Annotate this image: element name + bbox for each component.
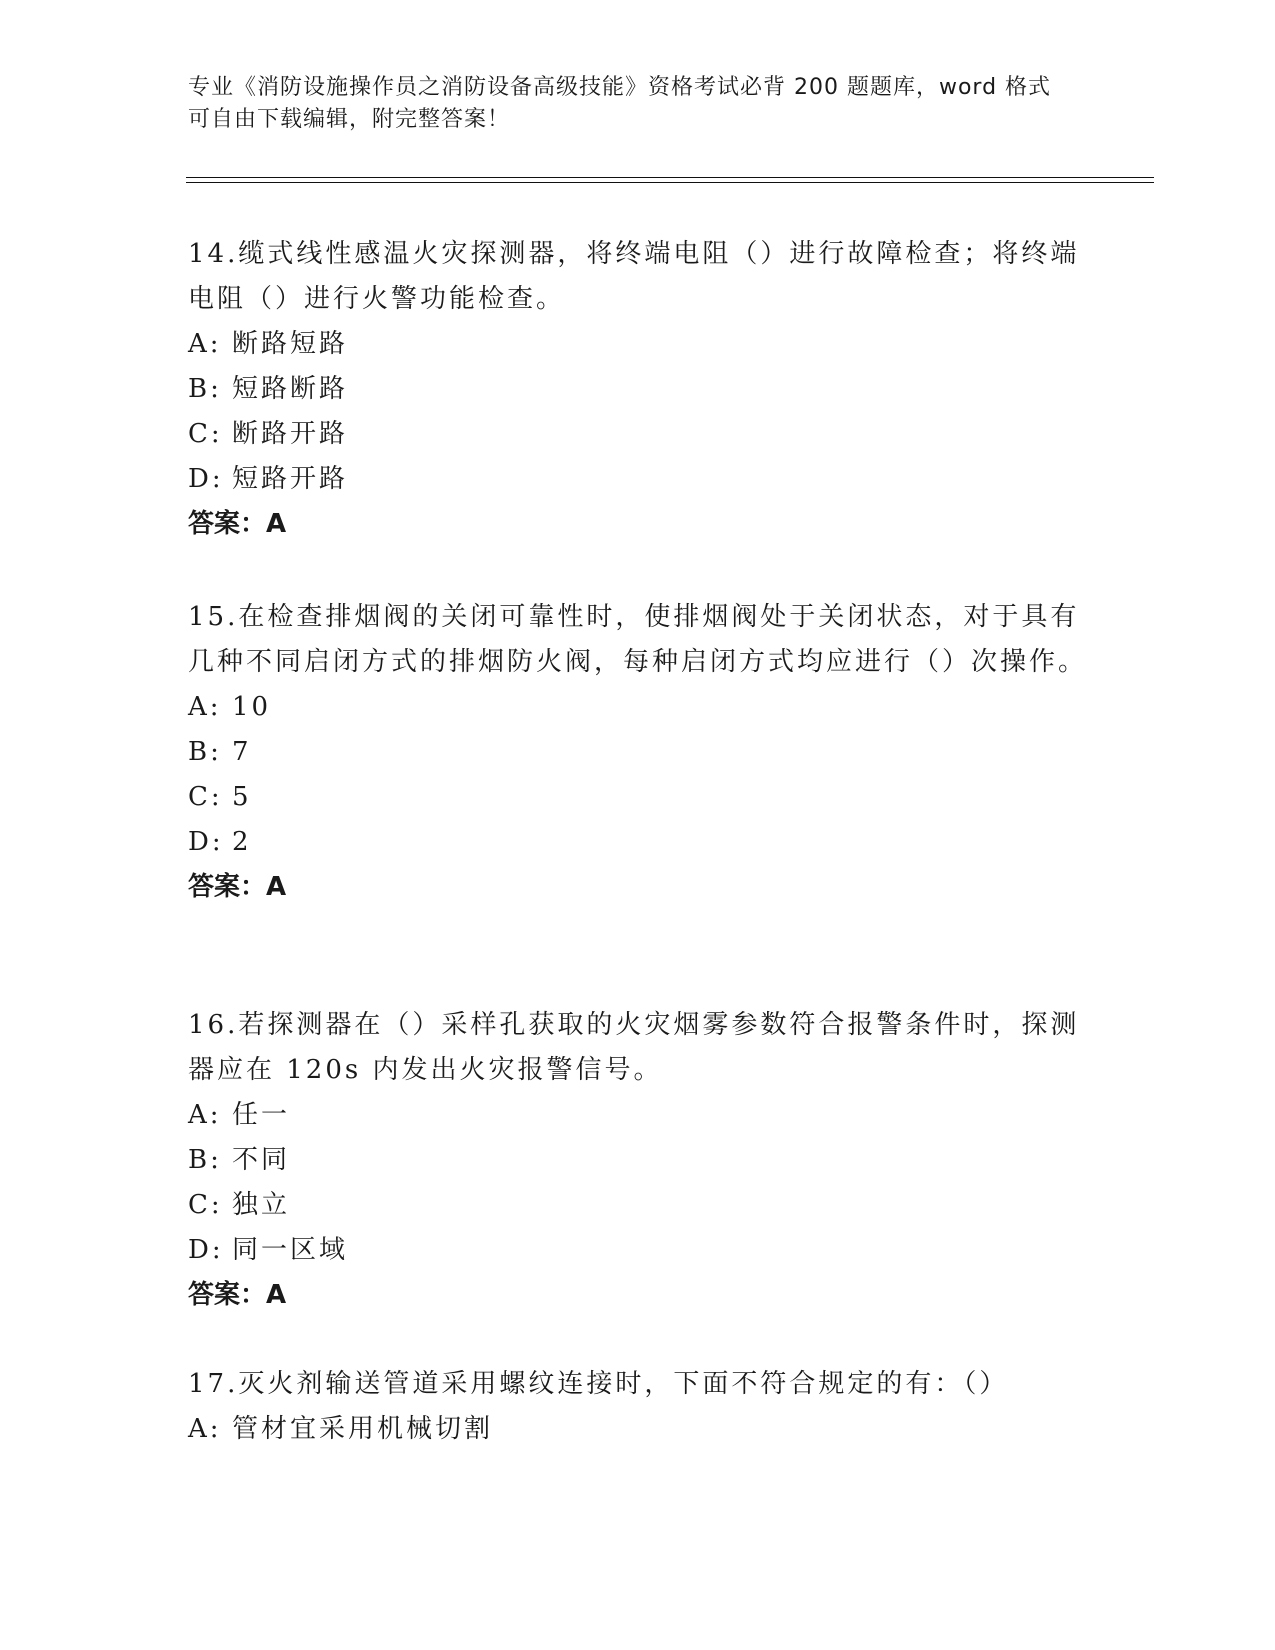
option-c (188, 1183, 1088, 1228)
question-17 (188, 1362, 1088, 1452)
option-text: 2 (232, 827, 252, 857)
option-a (188, 1093, 1088, 1138)
question-stem: 15.在检查排烟阀的关闭可靠性时，使排烟阀处于关闭状态，对于具有几种不同启闭方式的排烟防火阀，每种启闭方式均应进行（）次操作。 (188, 602, 1088, 677)
option-text: 断路开路 (232, 419, 349, 449)
option-d (188, 1228, 1088, 1273)
option-letter: A: (188, 692, 222, 722)
option-text: 任一 (232, 1100, 291, 1130)
option-letter: B: (188, 374, 222, 404)
option-text: 5 (232, 782, 252, 812)
option-letter: C: (188, 782, 223, 812)
option-letter: C: (188, 419, 223, 449)
answer-label: 答案：A (188, 1280, 287, 1310)
option-text: 不同 (232, 1145, 291, 1175)
option-a (188, 685, 1088, 730)
option-text: 短路开路 (232, 464, 349, 494)
option-a (188, 1407, 1088, 1452)
option-letter: B: (188, 1145, 222, 1175)
option-letter: B: (188, 737, 222, 767)
option-d (188, 457, 1088, 502)
option-letter: A: (188, 1414, 222, 1444)
answer-label: 答案：A (188, 872, 287, 902)
answer-label: 答案：A (188, 509, 287, 539)
header-divider-double (186, 182, 1154, 183)
document-intro: 专业《消防设施操作员之消防设备高级技能》资格考试必背 200 题题库，word 格式可自由下载编辑，附完整答案！ (188, 75, 1052, 132)
option-letter: D: (188, 464, 224, 494)
option-b (188, 1138, 1088, 1183)
option-d (188, 820, 1088, 865)
option-letter: A: (188, 329, 222, 359)
option-text: 10 (232, 692, 272, 722)
option-text: 独立 (232, 1190, 291, 1220)
option-b (188, 730, 1088, 775)
option-c (188, 775, 1088, 820)
question-stem: 17.灭火剂输送管道采用螺纹连接时，下面不符合规定的有：（） (188, 1369, 1009, 1399)
option-text: 断路短路 (232, 329, 349, 359)
option-b (188, 367, 1088, 412)
header-divider (186, 177, 1154, 178)
option-letter: D: (188, 1235, 224, 1265)
option-c (188, 412, 1088, 457)
option-a (188, 322, 1088, 367)
option-text: 同一区域 (232, 1235, 349, 1265)
question-14 (188, 232, 1088, 547)
option-text: 管材宜采用机械切割 (232, 1414, 494, 1444)
question-stem: 14.缆式线性感温火灾探测器，将终端电阻（）进行故障检查；将终端电阻（）进行火警功能检查。 (188, 239, 1080, 314)
option-letter: C: (188, 1190, 223, 1220)
question-16 (188, 1003, 1088, 1318)
option-letter: A: (188, 1100, 222, 1130)
option-letter: D: (188, 827, 224, 857)
option-text: 7 (232, 737, 252, 767)
option-text: 短路断路 (232, 374, 349, 404)
question-stem: 16.若探测器在（）采样孔获取的火灾烟雾参数符合报警条件时，探测器应在 120s 内发出火灾报警信号。 (188, 1010, 1080, 1085)
question-15 (188, 595, 1088, 910)
